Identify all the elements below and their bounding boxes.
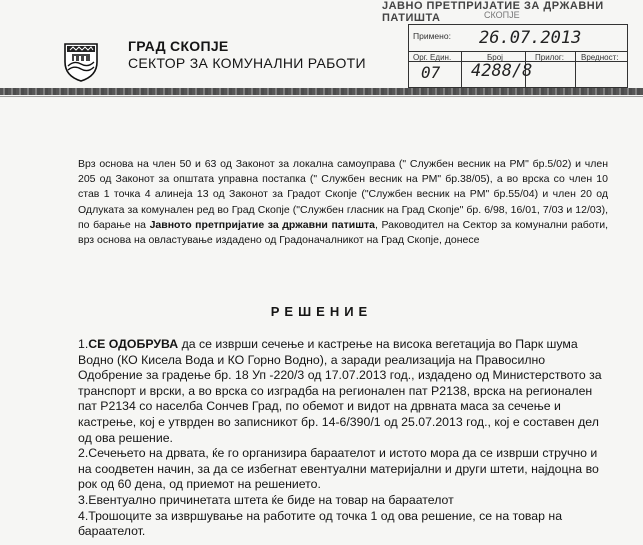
organization-name: [128, 38, 366, 72]
scan-artifact-line: [0, 96, 643, 97]
sector-name: СЕКТОР ЗА КОМУНАЛНИ РАБОТИ: [128, 55, 366, 71]
value-label: Вредност:: [581, 53, 619, 62]
org-unit-value: 07: [421, 63, 441, 82]
scan-artifact-band: [0, 88, 643, 95]
stamp-divider: [461, 51, 462, 87]
item-number: 1.: [78, 337, 89, 351]
decision-item-2: 2.Сечењето на дрвата, ќе го организира бараателот и истото мора да се изврши стручно и на соодветен начин, за да се избегнат евентуални материјални и други штети, најдоцна во рок од 60 дена, од приемот на решението.: [78, 446, 599, 492]
attachment-label: Прилог:: [535, 53, 565, 62]
legal-basis-paragraph: [78, 157, 608, 248]
approval-keyword: СЕ ОДОБРУВА: [88, 337, 179, 351]
decision-item-1: [78, 337, 608, 446]
intro-text-end: , Раководител на Сектор за комунални работи, врз основа на овластување издадено од Градоначалникот на Град Скопје, донесе: [78, 218, 608, 247]
city-name: ГРАД СКОПЈЕ: [128, 38, 229, 54]
decision-item-4: 4.Трошоците за извршување на работите од точка 1 од ова решение, се на товар на бараателот.: [78, 508, 563, 539]
stamp-subheading: СКОПЈЕ: [484, 10, 520, 20]
intro-text: Врз основа на член 50 и 63 од Законот за локална самоуправа (" Службен весник на РМ" бр.5/02) и член 205 од Законот за општата управна постапка (" Службен весник на РМ" бр.38/05), а во врска со член 10 став 1 точка 4 алинеја 13 од Законот за Градот Скопје ("Службен весник на РМ" бр.55/04) и член 20 од Одлуката за комунален ред во Град Скопје ("Службен гласник на Град Скопје" бр. 6/98, 16/01, 7/03 и 12/03), по барање на: [78, 158, 608, 231]
decision-item-3: 3.Евентуално причинетата штета ќе биде на товар на бараателот: [78, 492, 454, 507]
received-label: Примено:: [413, 31, 451, 41]
stamp-divider: [575, 51, 576, 87]
received-date: 26.07.2013: [479, 28, 582, 48]
receipt-stamp: [408, 24, 628, 88]
decision-body: [78, 337, 608, 540]
org-unit-label: Орг. Един.: [413, 53, 452, 62]
stamp-received-row: [409, 25, 627, 52]
registration-number: 4288/8: [471, 61, 533, 81]
item-text: да се изврши сечење и кастрење на висока вегетација во Парк шума Водно (КО Кисела Вода и КО Горно Водно), а заради реализација на Правосилно Одобрение за градење бр. 18 Уп -220/3 од 17.07.2013 год., издадено од Министерството за транспорт и врски, а во врска со изградба на регионален пат Р2138, врска на регионален пат Р2134 со населба Сончев Град, по обемот и видот на дрвната маса за сечење и кастрење, кој е утврден во записникот бр. 14-6/390/1 од 25.07.2013 год., кој е составен дел од ова решение.: [78, 337, 602, 445]
stamp-heading: JAВНO ПРЕТПРИЈАТИЕ ЗА ДРЖАВНИ ПАТИШТА: [382, 0, 604, 24]
document-title: РЕШЕНИЕ: [270, 304, 373, 319]
intro-bold-requester: Јавното претпријатие за државни патишта: [149, 218, 375, 231]
skopje-coat-of-arms-logo: [62, 38, 100, 82]
number-label: Број: [487, 53, 503, 62]
